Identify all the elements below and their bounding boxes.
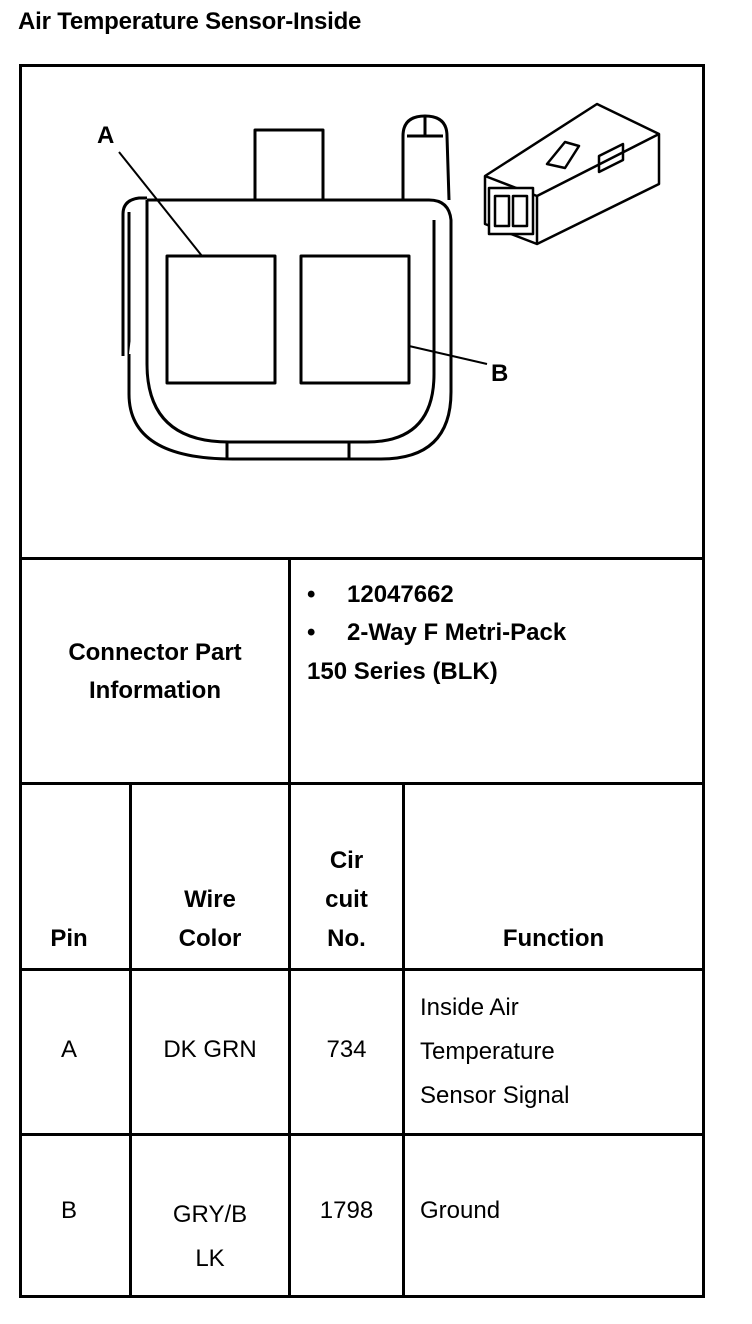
connector-type: 2-Way F Metri-Pack <box>347 619 567 646</box>
cavity-b <box>301 256 409 383</box>
divider-header <box>19 968 705 971</box>
connector-diagram <box>19 64 705 557</box>
row-a-function <box>420 986 700 1118</box>
header-circuit <box>291 841 402 958</box>
row-a-wire-color: DK GRN <box>163 1036 257 1063</box>
pin-b-callout: B <box>491 360 509 387</box>
header-circuit-line1: Cir <box>329 847 364 874</box>
header-wire-color-line2: Color <box>178 925 242 952</box>
header-circuit-line2: cuit <box>325 886 368 913</box>
row-b-wire-color-line2: LK <box>195 1245 225 1272</box>
row-a-function-line3: Sensor Signal <box>420 1082 570 1109</box>
header-pin: Pin <box>50 925 88 952</box>
row-b-circuit: 1798 <box>319 1197 374 1224</box>
header-circuit-line3: No. <box>327 925 366 952</box>
bullet-icon: • <box>307 581 316 608</box>
row-b-function: Ground <box>420 1197 501 1224</box>
row-a-circuit: 734 <box>326 1036 367 1063</box>
part-number: 12047662 <box>347 581 454 608</box>
connector-sheet <box>19 64 705 1298</box>
row-a-function-line1: Inside Air <box>420 994 519 1021</box>
connector-type-item <box>307 614 697 652</box>
divider-info <box>19 782 705 785</box>
divider-diagram <box>19 557 705 560</box>
cavity-a <box>167 256 275 383</box>
pin-a-callout: A <box>97 122 115 149</box>
border-bottom <box>19 1295 705 1298</box>
row-a-pin: A <box>60 1036 77 1063</box>
row-a-function-line2: Temperature <box>420 1038 555 1065</box>
part-number-item <box>307 576 697 614</box>
row-b-wire-color <box>132 1193 288 1281</box>
connector-info-label-line2: Information <box>89 677 221 704</box>
col-divider-circuit <box>402 783 405 1297</box>
connector-info-label-line1: Connector Part <box>68 639 242 666</box>
row-b-wire-color-line1: GRY/B <box>172 1201 248 1228</box>
latch-tab <box>255 130 323 200</box>
page-title: Air Temperature Sensor-Inside <box>18 8 362 35</box>
bullet-icon: • <box>307 619 316 646</box>
connector-info-label <box>22 634 288 710</box>
header-wire-color <box>132 880 288 958</box>
row-b-pin: B <box>60 1197 77 1224</box>
header-function: Function <box>502 925 605 952</box>
connector-info-details <box>307 576 697 692</box>
divider-row-a <box>19 1133 705 1136</box>
connector-3d-icon <box>485 104 659 244</box>
connector-series: 150 Series (BLK) <box>307 658 498 685</box>
header-wire-color-line1: Wire <box>184 886 236 913</box>
